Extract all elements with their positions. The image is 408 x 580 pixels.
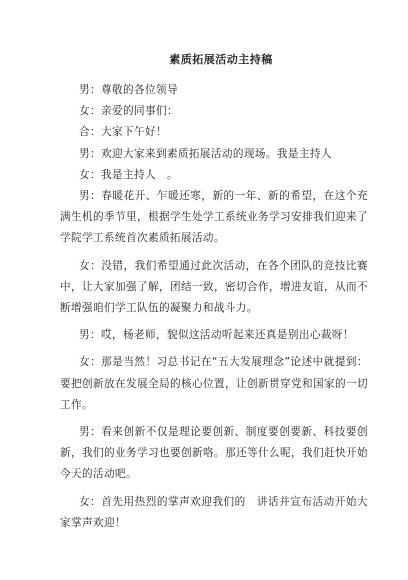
paragraph-season-intro: 男：春暖花开、乍暖还寒，新的一年、新的希望，在这个充满生机的季节里，根据学生处学工系统业务学习安排我们迎来了学院学工系统首次素质拓展活动。 <box>60 190 368 245</box>
document-title: 素质拓展活动主持稿 <box>169 53 273 66</box>
paragraph-host-intro: 女：我是主持人 。 <box>79 168 178 181</box>
paragraph-greeting-leaders: 男：尊敬的各位领导 <box>79 84 178 96</box>
paragraph-creative-remark: 男：哎，杨老师，貌似这活动听起来还真是别出心裁呀！ <box>79 329 354 342</box>
paragraph-innovation-study: 男：看来创新不仅是理论要创新、制度要创要新、科技要创新，我们的业务学习也要创新咯。那还等什么呢，我们赶快开始今天的活动吧。 <box>60 426 368 481</box>
paragraph-applause-opening: 女：首先用热烈的掌声欢迎我们的 讲话并宣布活动开始大家掌声欢迎！ <box>60 495 368 529</box>
paragraph-greeting-colleagues: 女：亲爱的同事们： <box>79 105 178 118</box>
paragraph-joint-greeting: 合：大家下午好！ <box>79 126 167 139</box>
paragraph-innovation-quote: 女：那是当然！习总书记在“五大发展理念”论述中就提到：要把创新放在发展全局的核心位置，让创新贯穿党和国家的一切工作。 <box>60 356 368 411</box>
paragraph-activity-purpose: 女：没错，我们希望通过此次活动，在各个团队的竞技比赛中，让大家加强了解，团结一致，密切合作，增进友谊，从而不断增强咱们学工队伍的凝聚力和战斗力。 <box>60 259 368 315</box>
paragraph-welcome: 男：欢迎大家来到素质拓展活动的现场。我是主持人 <box>79 147 332 160</box>
